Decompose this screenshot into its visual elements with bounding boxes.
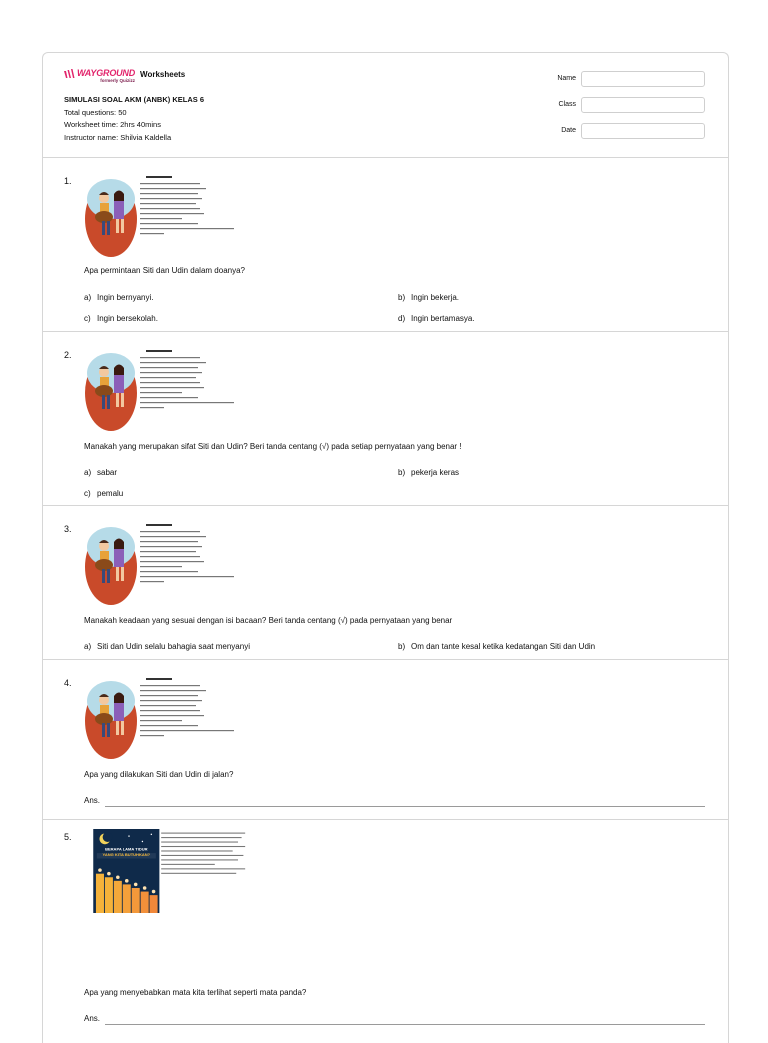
wayground-logo-icon	[64, 69, 75, 79]
name-label: Name	[557, 75, 576, 82]
brand-subtitle: formerly Quizizz	[100, 78, 136, 83]
question-text: Apa permintaan Siti dan Udin dalam doanya?	[84, 266, 245, 275]
date-label: Date	[561, 127, 576, 134]
question-number: 3.	[64, 524, 72, 534]
question-text: Apa yang menyebabkan mata kita terlihat seperti mata panda?	[84, 988, 307, 997]
option-letter: b)	[398, 293, 406, 302]
question-number: 1.	[64, 176, 72, 186]
option-letter: a)	[84, 642, 92, 651]
story-illustration	[84, 675, 258, 759]
option-letter: a)	[84, 468, 92, 477]
infographic-heading-2: YANG KITA BUTUHKAN?	[102, 851, 151, 857]
question-3	[43, 505, 728, 659]
worksheet-page	[42, 52, 729, 1043]
option-b[interactable]	[398, 293, 459, 302]
name-field[interactable]	[581, 71, 705, 87]
option-text: Ingin bekerja.	[411, 293, 460, 302]
question-text: Manakah yang merupakan sifat Siti dan Udin? Beri tanda centang (√) pada setiap pernyataan yang benar !	[84, 442, 462, 451]
option-b[interactable]	[398, 468, 459, 477]
option-a[interactable]	[84, 642, 250, 651]
brand-name: WAYGROUND	[77, 68, 136, 78]
wayground-logo	[64, 68, 185, 83]
option-c[interactable]	[84, 314, 158, 323]
answer-label: Ans.	[84, 1014, 101, 1023]
class-field[interactable]	[581, 97, 705, 113]
answer-line[interactable]	[105, 1024, 705, 1025]
question-number: 4.	[64, 678, 72, 688]
option-text: pemalu	[97, 489, 124, 498]
question-text: Manakah keadaan yang sesuai dengan isi bacaan? Beri tanda centang (√) pada pernyataan yang benar	[84, 616, 453, 625]
option-text: Ingin bersekolah.	[97, 314, 158, 323]
total-questions: Total questions: 50	[64, 108, 127, 117]
story-illustration	[84, 173, 258, 257]
question-4	[43, 659, 728, 819]
option-c[interactable]	[84, 489, 123, 498]
story-illustration	[84, 521, 258, 605]
option-a[interactable]	[84, 293, 153, 302]
option-letter: a)	[84, 293, 92, 302]
worksheet-header	[43, 53, 728, 158]
story-illustration	[84, 347, 258, 431]
option-text: sabar	[97, 468, 118, 477]
option-letter: b)	[398, 468, 406, 477]
question-2	[43, 331, 728, 505]
option-letter: d)	[398, 314, 406, 323]
class-label: Class	[558, 101, 576, 108]
worksheet-time: Worksheet time: 2hrs 40mins	[64, 120, 161, 129]
option-letter: c)	[84, 489, 91, 498]
option-text: Om dan tante kesal ketika kedatangan Siti dan Udin	[411, 642, 596, 651]
option-a[interactable]	[84, 468, 117, 477]
product-name: Worksheets	[140, 70, 186, 79]
answer-label: Ans.	[84, 796, 101, 805]
question-number: 5.	[64, 832, 72, 842]
worksheet-title: SIMULASI SOAL AKM (ANBK) KELAS 6	[64, 95, 205, 104]
option-text: pekerja keras	[411, 468, 460, 477]
option-text: Ingin bertamasya.	[411, 314, 475, 323]
option-d[interactable]	[398, 314, 475, 323]
question-1	[43, 157, 728, 331]
instructor-name: Instructor name: Shilvia Kaldella	[64, 133, 172, 142]
option-letter: c)	[84, 314, 91, 323]
sleep-infographic	[84, 829, 258, 913]
option-letter: b)	[398, 642, 406, 651]
option-text: Ingin bernyanyi.	[97, 293, 154, 302]
date-field[interactable]	[581, 123, 705, 139]
infographic-heading-1: BERAPA LAMA TIDUR	[105, 846, 148, 852]
option-text: Siti dan Udin selalu bahagia saat menyanyi	[97, 642, 250, 651]
question-5	[43, 819, 728, 1023]
question-number: 2.	[64, 350, 72, 360]
question-text: Apa yang dilakukan Siti dan Udin di jalan?	[84, 770, 234, 779]
option-b[interactable]	[398, 642, 595, 651]
answer-line[interactable]	[105, 806, 705, 807]
